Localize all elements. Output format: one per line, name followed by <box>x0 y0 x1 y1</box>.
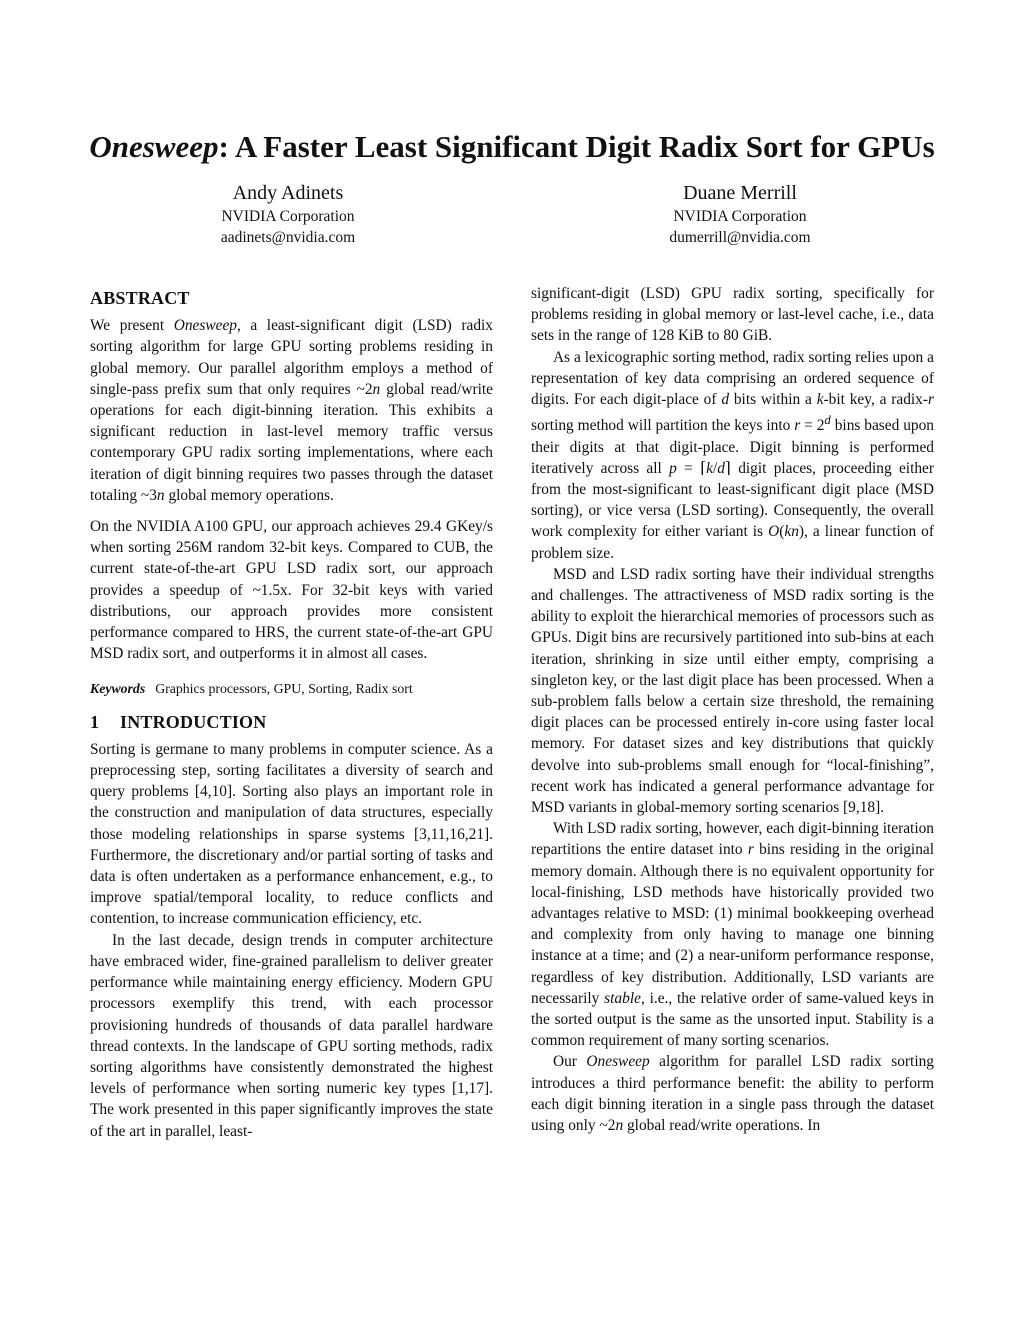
keywords-text: Graphics processors, GPU, Sorting, Radix sort <box>155 681 413 697</box>
author-block-2 <box>590 180 890 248</box>
author-affiliation: NVIDIA Corporation <box>673 208 807 225</box>
intro-paragraph-5: With LSD radix sorting, however, each digit-binning iteration repartitions the entire dataset into r bins residing in the original memory domain. Although there is no equivalent opportunity for local-finishing, LSD methods have historically provided two advantages relative to MSD: (1) minimal bookkeeping overhead and complexity from only having to manage one binning instance at a time; and (2) a near-uniform performance response, regardless of key distribution. Additionally, LSD variants are necessarily stable, i.e., the relative order of same-valued keys in the sorted output is the same as the unsorted input. Stability is a common requirement of many sorting scenarios. <box>531 820 934 1050</box>
intro-paragraph-2-continued: significant-digit (LSD) GPU radix sorting, specifically for problems residing in global memory or last-level cache, i.e., data sets in the range of 128 KiB to 80 GiB. <box>531 285 934 345</box>
title-rest: : A Faster Least Significant Digit Radix Sort for GPUs <box>218 129 935 164</box>
title-italic: Onesweep <box>89 129 219 164</box>
section-number: 1 <box>90 711 100 732</box>
intro-heading <box>90 712 493 733</box>
abstract-paragraph-2: On the NVIDIA A100 GPU, our approach achieves 29.4 GKey/s when sorting 256M random 32-bit keys. Compared to CUB, the current state-of-the-art GPU LSD radix sort, our approach provides a speedup of ~1.5x. For 32-bit keys with varied distributions, our approach provides more consistent performance compared to HRS, the current state-of-the-art GPU MSD radix sort, and outperforms it in almost all cases. <box>90 518 493 663</box>
paper-title <box>0 126 1024 168</box>
intro-paragraph-6: Our Onesweep algorithm for parallel LSD radix sorting introduces a third performance benefit: the ability to perform each digit binning iteration in a single pass through the dataset using only ~2n global read/write operations. In <box>531 1053 934 1135</box>
keywords-line <box>90 678 493 699</box>
section-title: INTRODUCTION <box>120 711 267 732</box>
author-email: dumerrill@nvidia.com <box>669 229 811 246</box>
abstract-heading: ABSTRACT <box>90 288 190 308</box>
abstract-paragraph-1: We present Onesweep, a least-significant digit (LSD) radix sorting algorithm for large GPU sorting problems residing in global memory. Our parallel algorithm employs a method of single-pass prefix sum that only requires ~2n global read/write operations for each digit-binning iteration. This exhibits a significant reduction in last-level memory traffic versus contemporary GPU radix sorting implementations, where each iteration of digit binning requires two passes through the dataset totaling ~3n global memory operations. <box>90 317 494 504</box>
intro-paragraph-2: In the last decade, design trends in computer architecture have embraced wider, fine-grained parallelism to deliver greater performance while maintaining energy efficiency. Modern GPU processors exemplify this trend, with each processor provisioning hundreds of thousands of data parallel hardware thread contexts. In the landscape of GPU sorting methods, radix sorting algorithms have consistently demonstrated the highest levels of performance when sorting numeric key types [1,17]. The work presented in this paper significantly improves the state of the art in parallel, least- <box>90 931 493 1140</box>
intro-paragraph-1: Sorting is germane to many problems in computer science. As a preprocessing step, sorting facilitates a diversity of search and query problems [4,10]. Sorting also plays an important role in the construction and manipulation of data structures, especially those modeling relationships in sparse systems [3,11,16,21]. Furthermore, the discretionary and/or partial sorting of tasks and data is often undertaken as a performance enhancement, e.g., to improve spatial/temporal locality, to reduce conflicts and contention, to increase communication efficiency, etc. <box>90 740 493 928</box>
author-block-1 <box>138 180 438 248</box>
intro-paragraph-4: MSD and LSD radix sorting have their individual strengths and challenges. The attractiveness of MSD radix sorting is the ability to exploit the hierarchical memories of processors such as GPUs. Digit bins are recursively partitioned into sub-bins at each iteration, shrinking in size until either empty, comprising a singleton key, or the last digit place has been processed. When a sub-problem falls below a certain size threshold, the remaining digit places can be processed entirely in-core using faster local memory. For dataset sizes and key distributions that quickly devolve into sub-problems small enough for “local-finishing”, recent work has indicated a general performance advantage for MSD variants in global-memory sorting scenarios [9,18]. <box>531 565 934 816</box>
keywords-label: Keywords <box>90 681 146 697</box>
intro-paragraph-3: As a lexicographic sorting method, radix sorting relies upon a representation of key data comprising an ordered sequence of digits. For each digit-place of d bits within a k-bit key, a radix-r sorting method will partition the keys into $r = 2^d$ bins based upon their digits at that digit-place. Digit binning is performed iteratively across all p = ⌈k/d⌉ digit places, proceeding either from the most-significant to least-significant digit place (MSD sorting), or vice versa (LSD sorting). Consequently, the overall work complexity for either variant is O(kn), a linear function of problem size. <box>531 348 934 562</box>
right-column <box>531 283 934 1136</box>
author-affiliation: NVIDIA Corporation <box>221 208 355 225</box>
author-name: Duane Merrill <box>683 182 797 204</box>
author-name: Andy Adinets <box>232 182 344 204</box>
left-column <box>90 284 493 1142</box>
author-email: aadinets@nvidia.com <box>220 229 356 246</box>
